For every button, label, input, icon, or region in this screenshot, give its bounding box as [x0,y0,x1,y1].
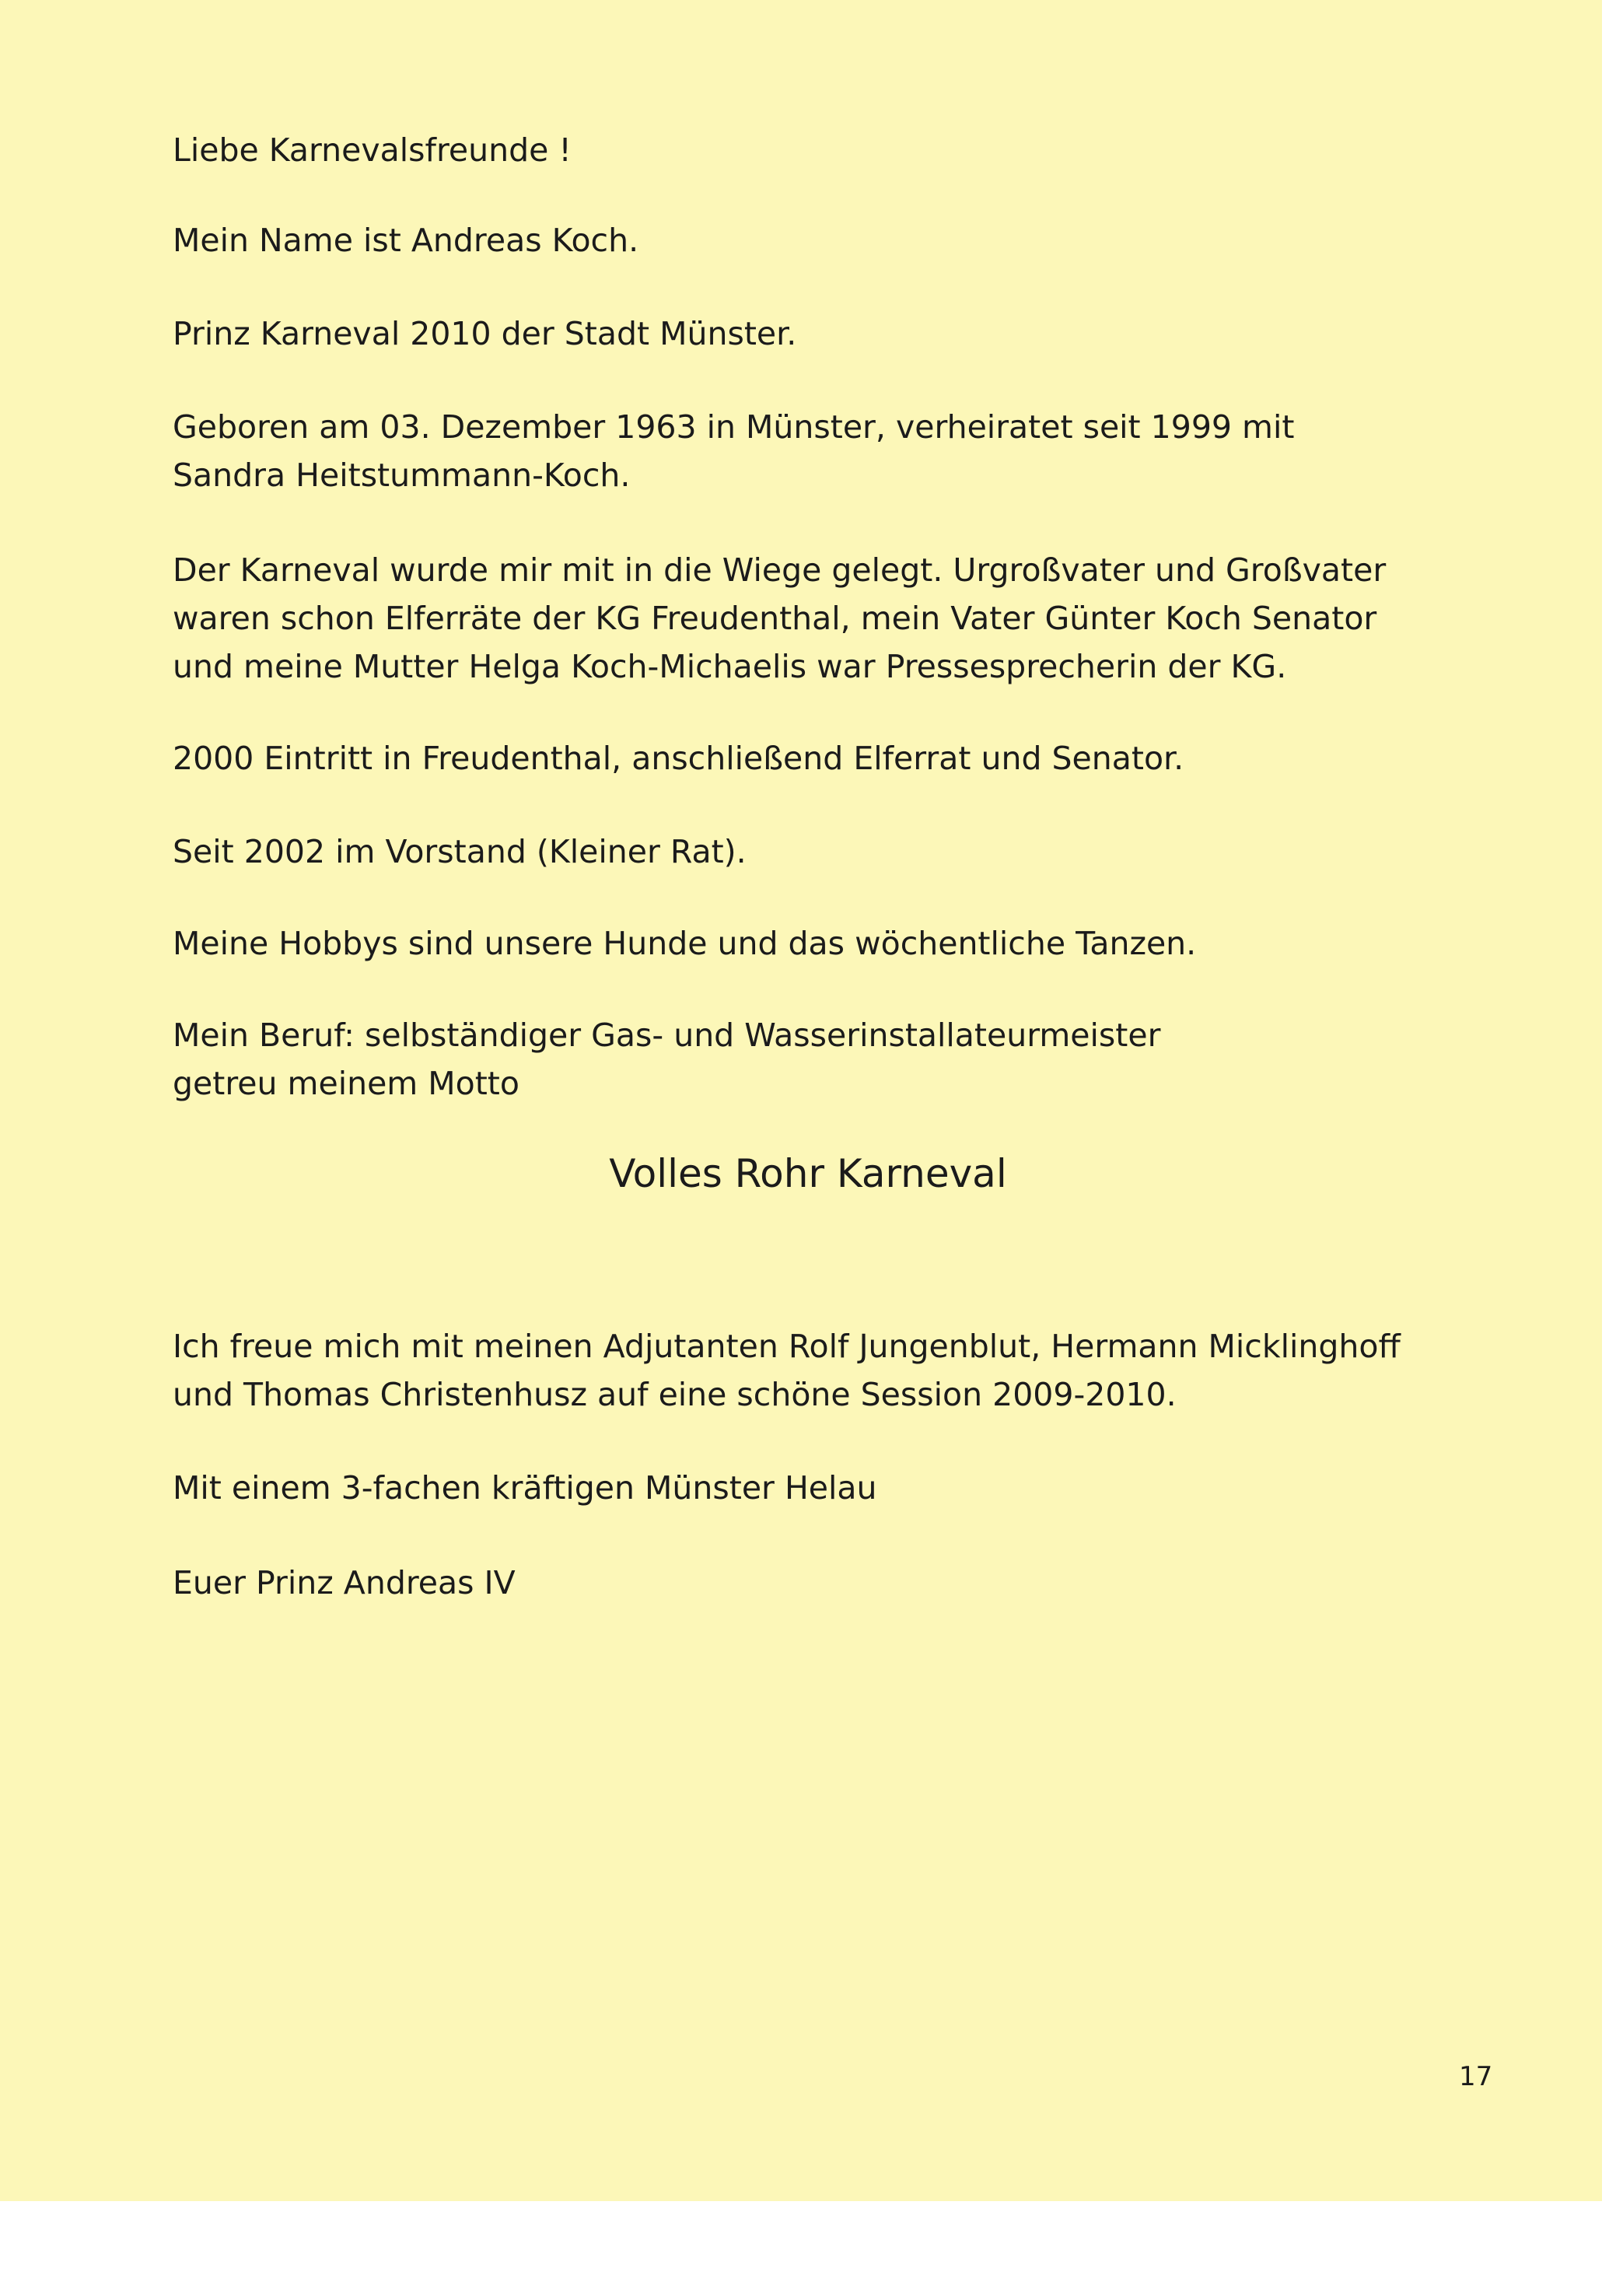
birth-line-2: Sandra Heitstummann-Koch. [173,457,631,494]
family-line-2: waren schon Elferräte der KG Freudenthal, mein Vater Günter Koch Senator [173,600,1377,637]
session-line-1: Ich freue mich mit meinen Adjutanten Rolf Jungenblut, Hermann Micklinghoff [173,1328,1401,1365]
name-line: Mein Name ist Andreas Koch. [173,222,639,259]
signature-line: Euer Prinz Andreas IV [173,1564,516,1601]
hobby-line: Meine Hobbys sind unsere Hunde und das wöchentliche Tanzen. [173,925,1197,962]
job-line-1: Mein Beruf: selbständiger Gas- und Wasserinstallateurmeister [173,1017,1161,1054]
board-line: Seit 2002 im Vorstand (Kleiner Rat). [173,833,747,870]
entry-line: 2000 Eintritt in Freudenthal, anschließend Elferrat und Senator. [173,740,1184,777]
greeting: Liebe Karnevalsfreunde ! [173,131,572,169]
family-line-1: Der Karneval wurde mir mit in die Wiege gelegt. Urgroßvater und Großvater [173,551,1387,589]
family-line-3: und meine Mutter Helga Koch-Michaelis war Pressesprecherin der KG. [173,648,1287,685]
birth-line-1: Geboren am 03. Dezember 1963 in Münster, verheiratet seit 1999 mit [173,408,1295,446]
session-line-2: und Thomas Christenhusz auf eine schöne Session 2009-2010. [173,1376,1177,1413]
cheer-line: Mit einem 3-fachen kräftigen Münster Helau [173,1469,877,1507]
motto-heading: Volles Rohr Karneval [609,1151,1007,1196]
title-line: Prinz Karneval 2010 der Stadt Münster. [173,315,797,352]
page-number: 17 [1459,2061,1493,2092]
job-line-2: getreu meinem Motto [173,1065,519,1102]
